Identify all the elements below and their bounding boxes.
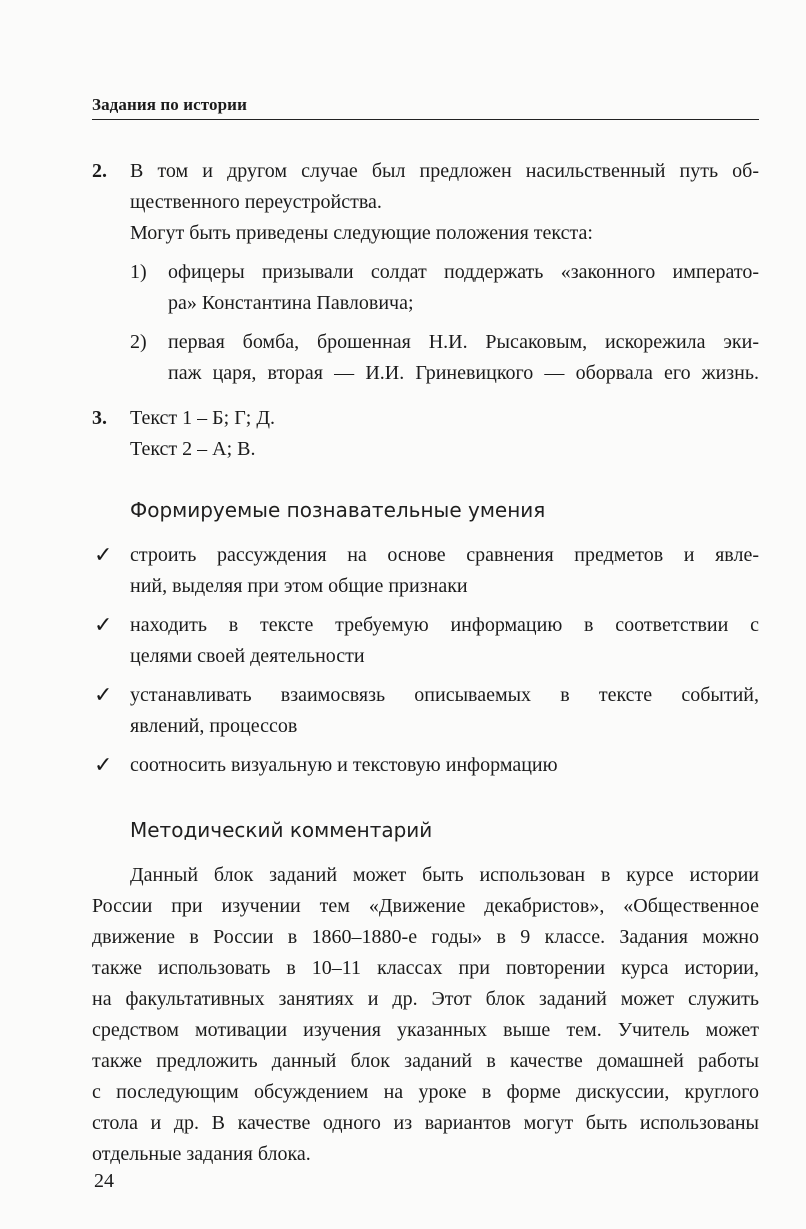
answer-line: В том и другом случае был предложен насильственный путь об- — [130, 160, 759, 182]
sub-item-marker: 1) — [130, 261, 147, 283]
skill-line: находить в тексте требуемую информацию в соответствии с — [130, 614, 759, 636]
running-header — [92, 95, 759, 120]
commentary-line: Данный блок заданий может быть использован в курсе истории — [130, 864, 759, 886]
sub-item-marker: 2) — [130, 331, 147, 353]
skill-line: явлений, процессов — [130, 715, 298, 737]
check-icon: ✓ — [94, 683, 113, 708]
check-icon: ✓ — [94, 753, 113, 778]
commentary-line: на факультативных занятиях и др. Этот блок заданий может служить — [92, 988, 759, 1010]
answer-item-3 — [92, 403, 759, 465]
sub-item-line: паж царя, вторая — И.И. Гриневицкого — оборвала его жизнь. — [168, 362, 759, 384]
skill-line: строить рассуждения на основе сравнения предметов и явле- — [130, 544, 759, 566]
check-icon: ✓ — [94, 613, 113, 638]
skill-line: соотносить визуальную и текстовую информацию — [130, 754, 558, 776]
page-number: 24 — [94, 1170, 114, 1192]
skill-item — [92, 680, 759, 742]
commentary-line: стола и др. В качестве одного из вариантов могут быть использованы — [92, 1112, 759, 1134]
commentary-line: также использовать в 10–11 классах при повторении курса истории, — [92, 957, 759, 979]
sub-item-line: первая бомба, брошенная Н.И. Рысаковым, искорежила эки- — [168, 331, 759, 353]
answer-number: 3. — [92, 407, 107, 429]
check-icon: ✓ — [94, 543, 113, 568]
header-title: Задания по истории — [92, 95, 247, 114]
commentary-paragraph — [92, 860, 759, 891]
skills-heading: Формируемые познавательные умения — [130, 498, 546, 522]
skill-line: устанавливать взаимосвязь описываемых в тексте событий, — [130, 684, 759, 706]
page-content — [92, 156, 759, 1170]
sub-item-line: офицеры призывали солдат поддержать «законного императо- — [168, 261, 759, 283]
skill-item — [92, 540, 759, 602]
answer-line: щественного переустройства. — [130, 191, 382, 213]
skill-item — [92, 610, 759, 672]
sub-item-2 — [130, 327, 759, 389]
skill-line: целями своей деятельности — [130, 645, 365, 667]
skill-line: ний, выделяя при этом общие признаки — [130, 575, 468, 597]
answer-intro: Могут быть приведены следующие положения текста: — [130, 222, 593, 244]
answer-number: 2. — [92, 160, 107, 182]
sub-item-1 — [130, 257, 759, 319]
skill-item — [92, 750, 759, 781]
answer-item-2 — [92, 156, 759, 389]
commentary-line: также предложить данный блок заданий в качестве домашней работы — [92, 1050, 759, 1072]
commentary-line: движение в России в 1860–1880-е годы» в 9 классе. Задания можно — [92, 926, 759, 948]
commentary-line: средством мотивации изучения указанных выше тем. Учитель может — [92, 1019, 759, 1041]
answer-line: Текст 1 – Б; Г; Д. — [130, 407, 275, 429]
sub-item-line: ра» Константина Павловича; — [168, 292, 414, 314]
commentary-heading: Методический комментарий — [130, 818, 433, 842]
commentary-line: России при изучении тем «Движение декабристов», «Общественное — [92, 895, 759, 917]
commentary-line: отдельные задания блока. — [92, 1143, 311, 1165]
commentary-line: с последующим обсуждением на уроке в форме дискуссии, круглого — [92, 1081, 759, 1103]
answer-line: Текст 2 – А; В. — [130, 438, 256, 460]
